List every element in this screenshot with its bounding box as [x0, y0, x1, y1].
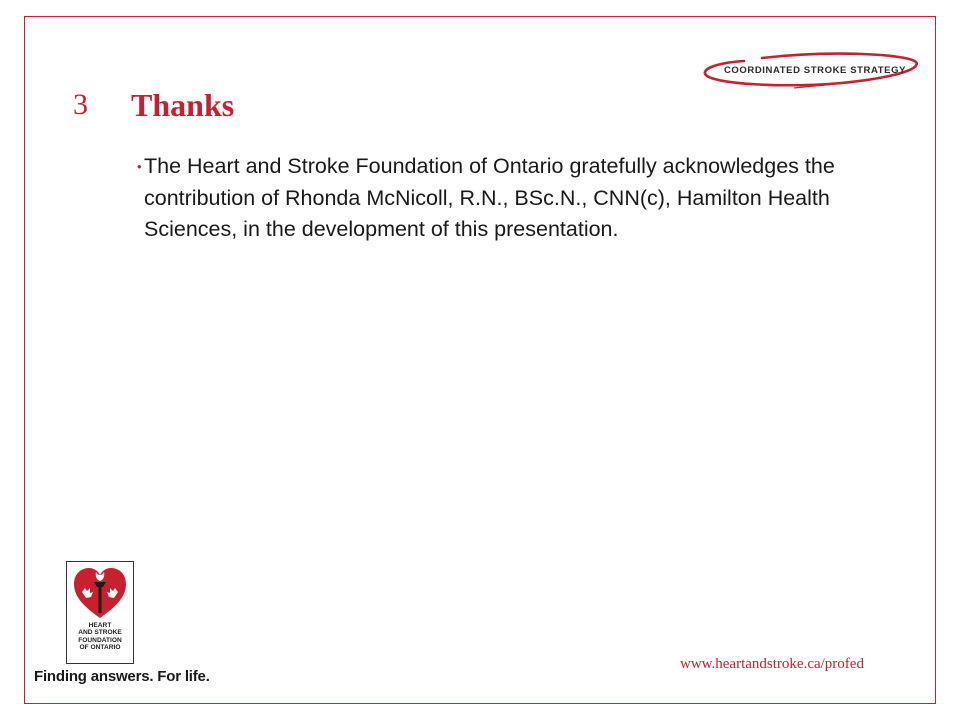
strategy-logo-text: COORDINATED STROKE STRATEGY	[723, 65, 907, 76]
coordinated-stroke-strategy-logo	[702, 52, 920, 92]
website-link[interactable]: www.heartandstroke.ca/profed	[680, 656, 864, 672]
bullet-item	[137, 151, 904, 246]
heart-and-stroke-logo	[66, 561, 134, 664]
slide-number: 3	[73, 88, 88, 121]
bullet-icon: •	[137, 159, 142, 174]
slide-title: Thanks	[131, 87, 235, 123]
bullet-text: The Heart and Stroke Foundation of Ontario gratefully acknowledges the contribution of Rhonda McNicoll, R.N., BSc.N., CNN(c), Hamilton Health Sciences, in the development of this presentation.	[144, 154, 835, 241]
heart-torch-maple-leaf-icon	[72, 566, 128, 620]
tagline: Finding answers. For life.	[34, 668, 210, 685]
foundation-name: HEART AND STROKE FOUNDATION OF ONTARIO	[78, 622, 122, 652]
